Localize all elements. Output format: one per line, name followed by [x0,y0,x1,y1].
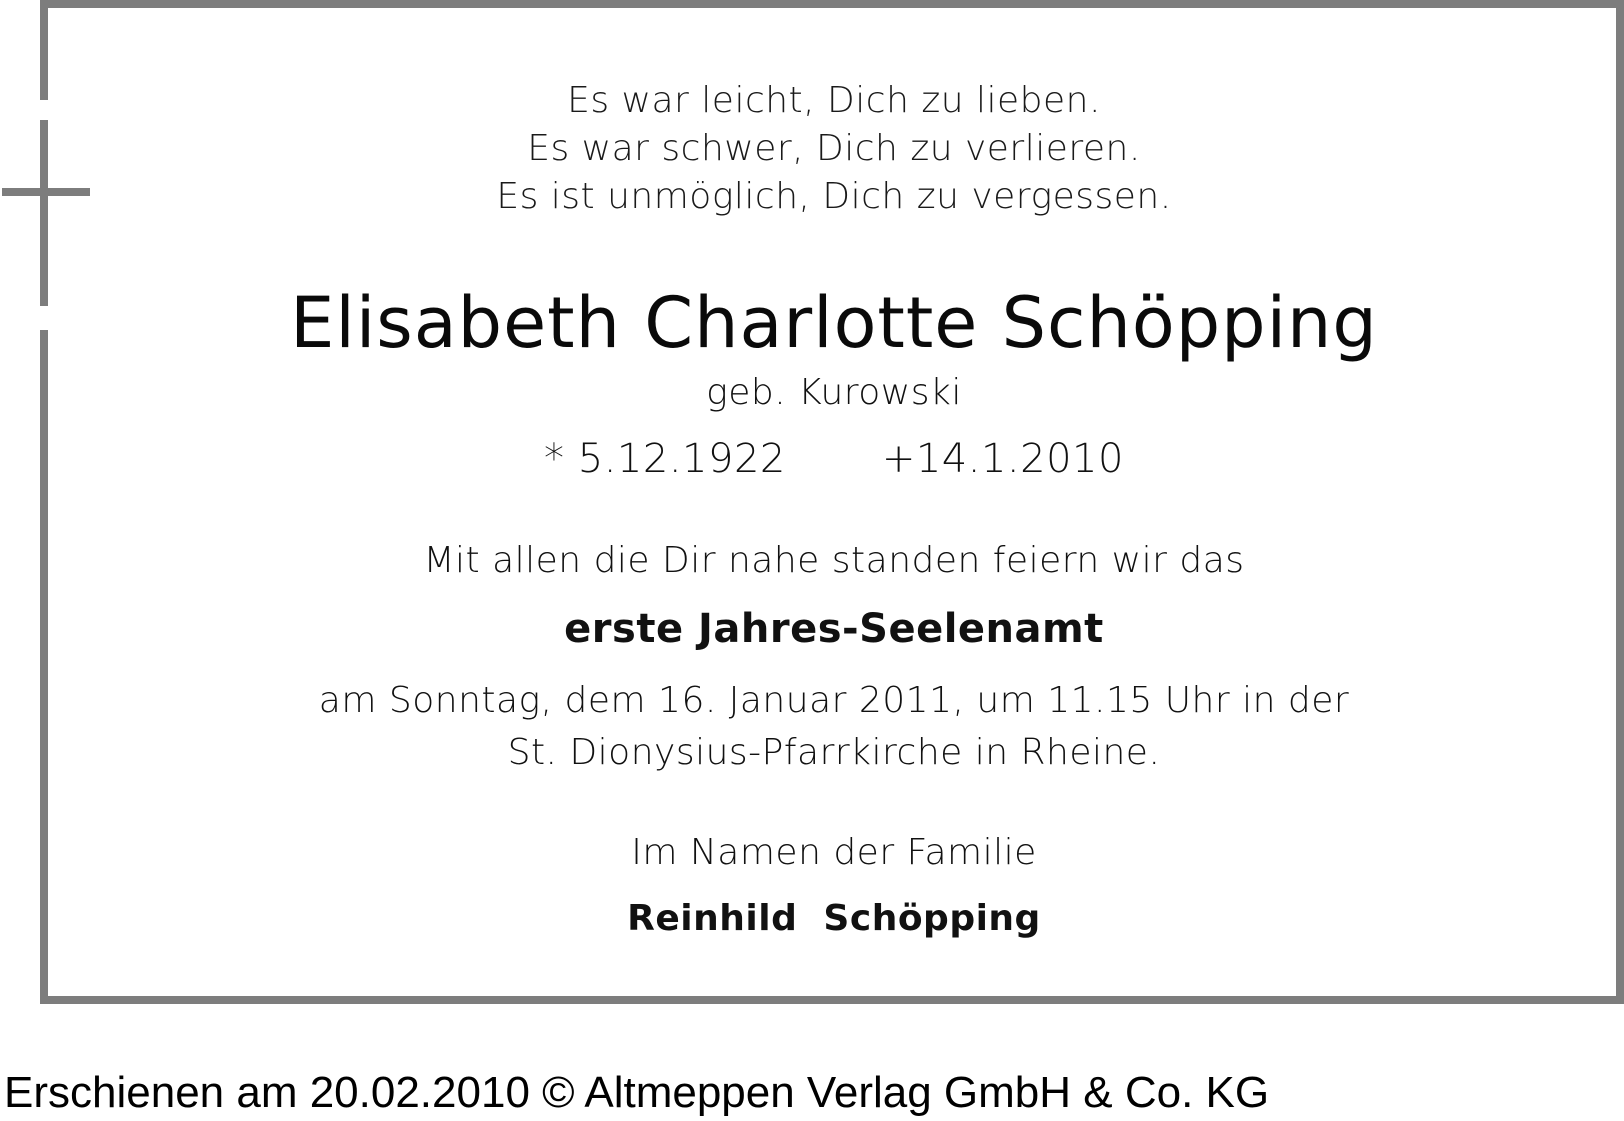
death-date: +14.1.2010 [881,436,1124,482]
maiden-name: geb. Kurowski [706,372,962,413]
verse-line-1: Es war leicht, Dich zu lieben. [567,80,1101,121]
verse-line-2: Es war schwer, Dich zu verlieren. [527,128,1141,169]
mass-details-line-1: am Sonntag, dem 16. Januar 2011, um 11.15 Uhr in der [318,680,1350,721]
family-line: Im Namen der Familie [631,832,1037,873]
mass-title: erste Jahres-Seelenamt [564,606,1104,652]
invitation-intro: Mit allen die Dir nahe standen feiern wir das [423,540,1245,581]
publication-footer: Erschienen am 20.02.2010 © Altmeppen Verlag GmbH & Co. KG [4,1068,1270,1117]
obituary-notice [44,0,1624,1000]
birth-date: * 5.12.1922 [544,436,786,482]
verse-line-3: Es ist unmöglich, Dich zu vergessen. [496,176,1172,217]
life-dates [44,436,1624,482]
mass-details-line-2: St. Dionysius-Pfarrkirche in Rheine. [507,732,1161,773]
deceased-name: Elisabeth Charlotte Schöpping [290,282,1378,364]
signature: Reinhild Schöpping [627,898,1041,939]
